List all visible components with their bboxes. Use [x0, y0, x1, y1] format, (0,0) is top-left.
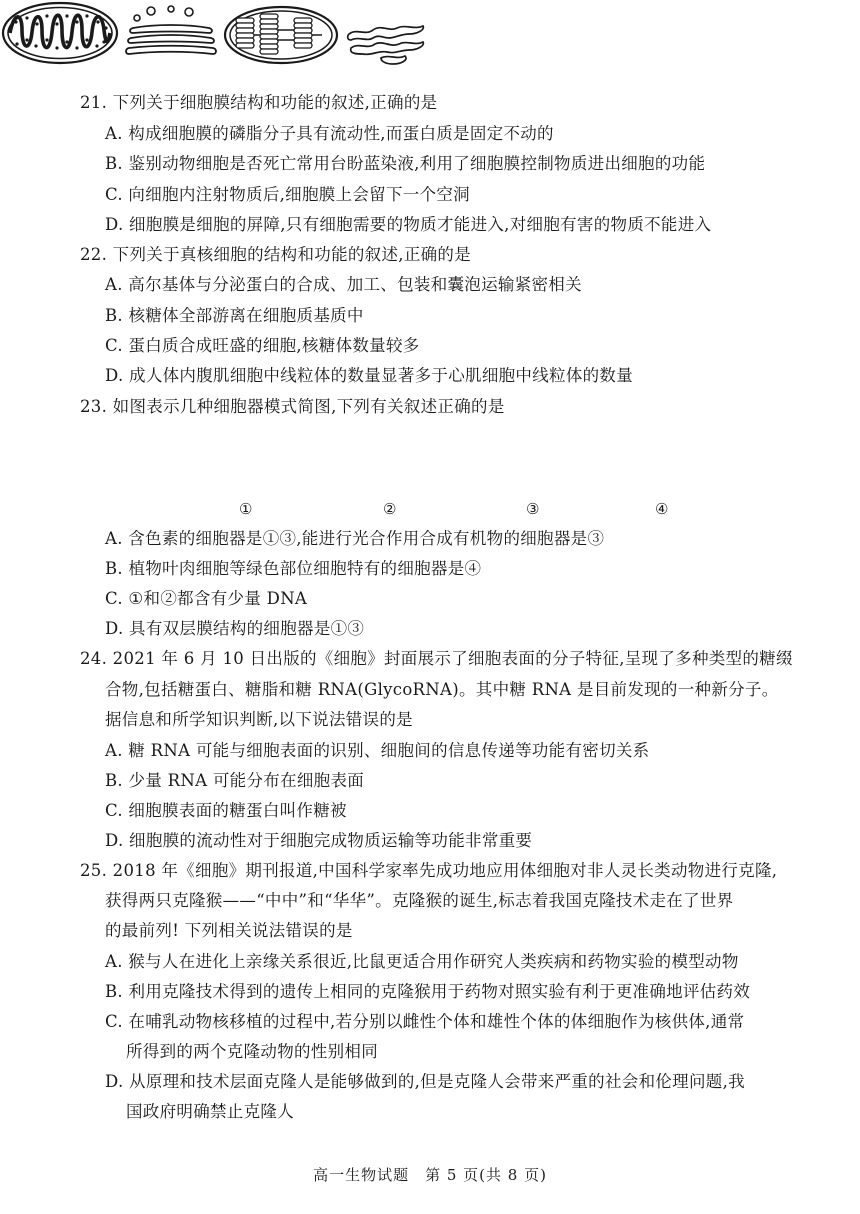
q25-option-a: A. 猴与人在进化上亲缘关系很近,比鼠更适合用作研究人类疾病和药物实验的模型动物: [105, 952, 739, 971]
figure-label-2: ②: [383, 500, 397, 518]
q25-stem-line-2: 获得两只克隆猴——“中中”和“华华”。克隆猴的诞生,标志着我国克隆技术走在了世界: [105, 891, 734, 910]
q21-stem: 21. 下列关于细胞膜结构和功能的叙述,正确的是: [80, 93, 438, 112]
q21-option-a: A. 构成细胞膜的磷脂分子具有流动性,而蛋白质是固定不动的: [105, 124, 554, 143]
figure-label-1: ①: [239, 500, 253, 518]
q25-option-b: B. 利用克隆技术得到的遗传上相同的克隆猴用于药物对照实验有利于更准确地评估药效: [105, 982, 751, 1001]
q25-option-c-line-2: 所得到的两个克隆动物的性别相同: [126, 1042, 378, 1061]
figure-label-3: ③: [526, 500, 540, 518]
q25-option-d-line-1: D. 从原理和技术层面克隆人是能够做到的,但是克隆人会带来严重的社会和伦理问题,我: [105, 1072, 745, 1091]
q24-option-a: A. 糖 RNA 可能与细胞表面的识别、细胞间的信息传递等功能有密切关系: [105, 741, 650, 760]
page-footer: 高一生物试题 第 5 页(共 8 页): [313, 1166, 547, 1184]
endoplasmic-reticulum-drawing: [345, 20, 427, 66]
chloroplast-drawing: [222, 4, 340, 66]
q23-option-a: A. 含色素的细胞器是①③,能进行光合作用合成有机物的细胞器是③: [105, 529, 605, 548]
q24-option-d: D. 细胞膜的流动性对于细胞完成物质运输等功能非常重要: [105, 831, 533, 850]
q22-option-d: D. 成人体内腹肌细胞中线粒体的数量显著多于心肌细胞中线粒体的数量: [105, 366, 634, 385]
q23-stem: 23. 如图表示几种细胞器模式简图,下列有关叙述正确的是: [80, 397, 505, 416]
q23-option-d: D. 具有双层膜结构的细胞器是①③: [105, 619, 365, 638]
q22-option-b: B. 核糖体全部游离在细胞质基质中: [105, 306, 364, 325]
q22-option-c: C. 蛋白质合成旺盛的细胞,核糖体数量较多: [105, 336, 420, 355]
q21-option-d: D. 细胞膜是细胞的屏障,只有细胞需要的物质才能进入,对细胞有害的物质不能进入: [105, 215, 712, 234]
q25-stem-line-3: 的最前列! 下列相关说法错误的是: [105, 921, 353, 940]
q21-option-b: B. 鉴别动物细胞是否死亡常用台盼蓝染液,利用了细胞膜控制物质进出细胞的功能: [105, 154, 706, 173]
q24-option-b: B. 少量 RNA 可能分布在细胞表面: [105, 771, 365, 790]
q25-stem-line-1: 25. 2018 年《细胞》期刊报道,中国科学家率先成功地应用体细胞对非人灵长类动物进行克隆,: [80, 861, 778, 880]
q24-stem-line-2: 合物,包括糖蛋白、糖脂和糖 RNA(GlycoRNA)。其中糖 RNA 是目前发现的一种新分子。: [105, 680, 779, 699]
figure-label-4: ④: [655, 500, 669, 518]
q22-option-a: A. 高尔基体与分泌蛋白的合成、加工、包装和囊泡运输紧密相关: [105, 275, 582, 294]
golgi-drawing: [125, 4, 217, 66]
q22-stem: 22. 下列关于真核细胞的结构和功能的叙述,正确的是: [80, 245, 472, 264]
q23-option-b: B. 植物叶肉细胞等绿色部位细胞特有的细胞器是④: [105, 559, 482, 578]
q24-stem-line-3: 据信息和所学知识判断,以下说法错误的是: [105, 710, 413, 729]
organelle-figure: [0, 0, 860, 70]
q24-stem-line-1: 24. 2021 年 6 月 10 日出版的《细胞》封面展示了细胞表面的分子特征,呈现了多种类型的糖缀: [80, 649, 793, 668]
mitochondrion-drawing: [0, 0, 120, 66]
q24-option-c: C. 细胞膜表面的糖蛋白叫作糖被: [105, 801, 347, 820]
q25-option-c-line-1: C. 在哺乳动物核移植的过程中,若分别以雌性个体和雄性个体的体细胞作为核供体,通常: [105, 1012, 745, 1031]
q21-option-c: C. 向细胞内注射物质后,细胞膜上会留下一个空洞: [105, 185, 470, 204]
q23-option-c: C. ①和②都含有少量 DNA: [105, 589, 308, 608]
q25-option-d-line-2: 国政府明确禁止克隆人: [126, 1102, 294, 1121]
